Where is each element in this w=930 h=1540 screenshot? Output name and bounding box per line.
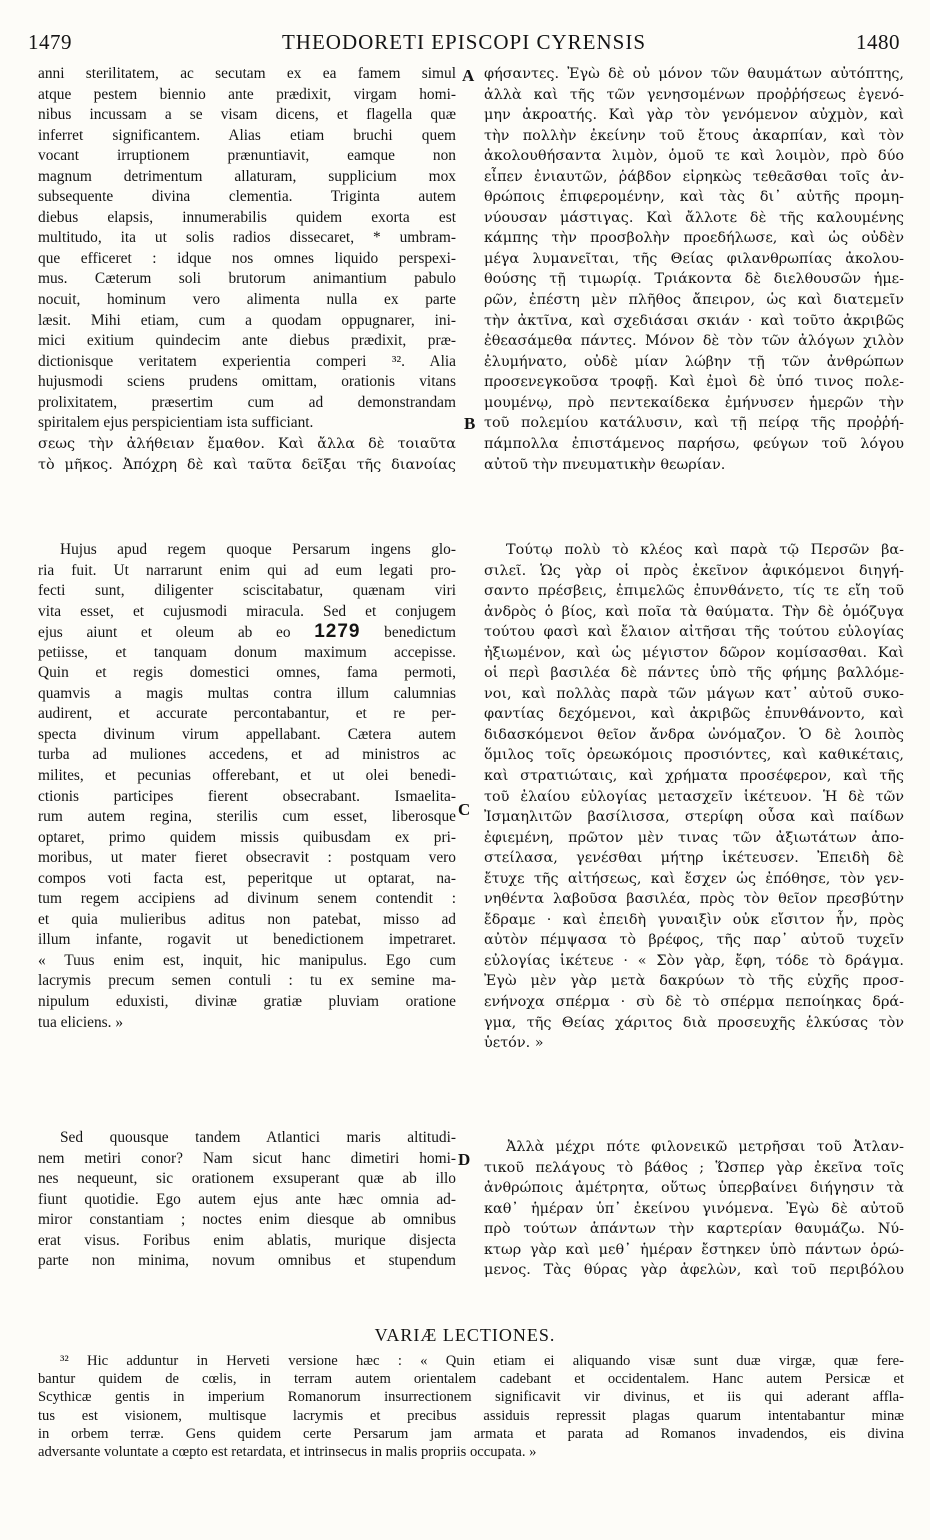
- section-marker-b: B: [464, 414, 476, 433]
- latin-line: hujusmodi sciens prudens omittam, orationis vitans: [38, 373, 456, 391]
- latin-line: milites, et pecunias offerebant, et ut olei benedi-: [38, 767, 456, 785]
- greek-line: τὴν πολλὴν ἐκείνην τοῦ ἔτους ἀκαρπίαν, καὶ τὸν: [484, 127, 904, 144]
- greek-line: ἠξιωμένον, καὶ ὡς μέγιστον δῶρον κομίσασθαι. Καὶ: [484, 644, 904, 661]
- latin-line: illum infante, rogavit ut benedictionem impetraret.: [38, 931, 456, 949]
- greek-span-left: [38, 434, 456, 475]
- latin-line: diebus elapsis, innumerabilis quidem exorta est: [38, 208, 456, 226]
- greek-line: τούτου φασὶ καὶ ἔλαιον αἰτῆσαι τῆς τούτου εὐλογίας: [484, 624, 904, 641]
- latin-line: ctionis participes fierent obsecrabant. Ismaelita-: [38, 787, 456, 805]
- latin-line: Hujus apud regem quoque Persarum ingens glo-: [60, 541, 456, 558]
- greek-span-right: [484, 434, 904, 475]
- greek-line: ἐλυμήνατο, οὐδὲ μίαν λώβην τῇ τῶν ἀνθρώπων: [484, 353, 904, 370]
- latin-line-text: benedictum: [384, 624, 456, 642]
- latin-line: anni sterilitatem, ac secutam ex ea famem simul: [38, 65, 456, 82]
- greek-line: θρώποις ἐπιφερομένην, καὶ τὰς δι᾽ αὐτῆς προμη-: [484, 189, 904, 206]
- latin-line: que efficeret : idque nos omnes liquido perspexi-: [38, 249, 456, 267]
- latin-line: fiunt quotidie. Ego autem ejus ante hæc omnia ad-: [38, 1190, 456, 1208]
- greek-line: σεως τὴν ἀλήθειαν ἔμαθον. Καὶ ἄλλα δὲ τοιαῦτα: [38, 436, 456, 452]
- greek-column-bottom: [484, 1137, 904, 1281]
- greek-line: γμα, τῆς Θείας χάριτος διὰ προσευχῆς ἑλκύσας τὸν: [484, 1014, 904, 1031]
- left-page-number: 1479: [28, 30, 72, 54]
- latin-line: multitudo, ita ut solis radios dissecaret, * umbram-: [38, 229, 456, 247]
- greek-line: ἀλλὰ καὶ τῆς τῶν γενησομένων προῤῥήσεως ἐγενό-: [484, 86, 904, 103]
- greek-line: τὸ μῆκος. Ἀπόχρη δὲ καὶ ταῦτα δεῖξαι τῆς διανοίας: [38, 456, 456, 473]
- latin-line: et quia mulieribus aditus non patebat, misso ad: [38, 910, 456, 928]
- greek-line: ἀνθρώποις ἀμέτρητα, οὕτως ὑπερβαίνει διήγησιν τὰ: [484, 1180, 904, 1197]
- greek-line: μενος. Τὰς θύρας γὰρ ἀφελὼν, καὶ τοῦ περιβόλου: [484, 1262, 904, 1279]
- latin-line: tum regem accipiens ad divinum senem contendit :: [38, 890, 456, 908]
- latin-column-top: [38, 64, 456, 434]
- greek-line: ὅμιλος τοῖς ὀρεωκόμοις προσιόντες, καὶ καθικέταις,: [484, 747, 904, 764]
- latin-line-with-column-number: [38, 622, 456, 643]
- greek-line: μουμένῳ, πρὸ πεντεκαίδεκα ἐμήνυσεν ἡμερῶν τὴν: [484, 394, 904, 411]
- greek-line: ἀκολουθήσαντα λιμὸν, ὁμοῦ τε καὶ λοιμὸν, πρὸ δύο: [484, 148, 904, 165]
- latin-line: nes nequeunt, sic orationem exsuperant quæ ab illo: [38, 1170, 456, 1188]
- greek-line: ἔδραμε · καὶ ἐπειδὴ γυναιξὶν οὐκ εἴσιτον ἦν, πρὸς: [484, 911, 904, 928]
- greek-line: οἱ περὶ βασιλέα δὲ πάντες ὑπὸ τῆς φήμης βαλλόμε-: [484, 665, 904, 682]
- latin-line: moribus, ut mater fieret obsecravit : postquam vero: [38, 849, 456, 867]
- greek-line: τοῦ ἐλαίου εὐλογίας μετασχεῖν ἱκέτευον. Ἡ δὲ τῶν: [484, 788, 904, 805]
- variae-lectiones-notes: [38, 1352, 904, 1461]
- note-line: tus est visionem, multisque lacrymis et precibus assiduis repressit plagas quarum intentabantur minæ: [38, 1407, 904, 1424]
- greek-line: αὐτὸν πέμψασα τὸ βρέφος, τῆς παρ᾽ αὐτοῦ τυχεῖν: [484, 932, 904, 949]
- section-marker-a: A: [462, 66, 475, 85]
- latin-line: specta divinum virum appellabant. Cætera autem: [38, 725, 456, 743]
- greek-column-top: [484, 64, 904, 434]
- variae-lectiones-heading: VARIÆ LECTIONES.: [374, 1325, 556, 1345]
- greek-line: ἔτυχε τῆς αἰτήσεως, καὶ ἔσχεν ὡς ἐπόθησε, τὸν γεν-: [484, 870, 904, 887]
- latin-line: rum autem regina, sterilis cum esset, liberosque: [38, 808, 456, 826]
- greek-line: κάμπης τὴν προσβολὴν προεδήλωσε, καὶ ὡς οὐδὲν: [484, 230, 904, 247]
- running-title: THEODORETI EPISCOPI CYRENSIS: [281, 30, 647, 54]
- greek-line: νοι, καὶ πολλὰς παρὰ τῶν μάγων κατ᾽ αὐτοῦ συκο-: [484, 685, 904, 702]
- latin-line: prolixitatem, præsertim cum ad demonstrandam: [38, 393, 456, 411]
- latin-line: nibus incussam a se visam dicens, et flagella quæ: [38, 106, 456, 124]
- greek-line: νύουσαν μάστιγας. Καὶ ἄλλοτε δὲ τῆς καλουμένης: [484, 209, 904, 226]
- greek-line: προσενεγκοῦσα τροφῇ. Καὶ ἐμοὶ δὲ ὑπό τινος πολε-: [484, 374, 904, 391]
- section-marker-d: D: [458, 1150, 471, 1169]
- latin-column-bottom: [38, 1128, 456, 1272]
- greek-line: Ἰσμαηλιτῶν βασίλισσα, στερίφη οὖσα καὶ παίδων: [484, 809, 904, 826]
- greek-line: τικοῦ πελάγους τὸ βάθος ; Ὥσπερ γὰρ ἐκεῖνα τοῖς: [484, 1159, 904, 1176]
- latin-line: atque pestem biennio ante prædixit, virgam homi-: [38, 85, 456, 103]
- greek-line: μέγα λυμανεῖται, τῆς Θείας φιλανθρωπίας ἀκολου-: [484, 250, 904, 267]
- greek-line: νηθέντα λαβοῦσα βασιλέα, πρὸς τὸν θεῖον πρεσβύτην: [484, 891, 904, 908]
- note-line: Scythicæ gentis in imperium Romanorum insurrectionem significavit vir divinus, et iis qui aderant affla-: [38, 1389, 904, 1406]
- latin-line: inferret significantem. Alias etiam bruchi quem: [38, 126, 456, 144]
- page-header: [28, 30, 900, 64]
- latin-line: dictionisque veritatem experientia comperi ³². Alia: [38, 352, 456, 370]
- greek-column-middle: [484, 540, 904, 1054]
- right-page-number: 1480: [856, 30, 900, 54]
- latin-line: nocuit, hominum vero alimenta nulla ex parte: [38, 291, 456, 309]
- greek-line: αὐτοῦ τὴν πνευματικὴν θεωρίαν.: [484, 456, 726, 473]
- latin-line: petiisse, et tanquam donum maximum accepisse.: [38, 643, 456, 661]
- greek-line: ἐφιεμένη, πρῶτον μὲν τινας τῶν ἀξιωτάτων ἀπο-: [484, 829, 904, 846]
- note-line: adversante voluntate a cœpto est retardata, et intrinsecus in malis propriis occupata. »: [38, 1443, 537, 1460]
- greek-line: τὴν ἀκτῖνα, καὶ σχεδιάσαι σκιάν · καὶ τοῦτο ἀκριβῶς: [484, 312, 904, 329]
- greek-line: πάμπολλα ἐπιστάμενος παρήσω, φεύγων τοῦ λόγου: [484, 436, 904, 452]
- greek-line: τοῦ πολεμίου κατάλυσιν, καὶ τῇ πείρᾳ τῆς προῤῥή-: [484, 415, 904, 432]
- greek-line: ἐθεασάμεθα πάντες. Μόνον δὲ τὸν τῶν ἀλόγων χιλὸν: [484, 333, 904, 350]
- latin-line: mici exitium quindecim ante diebus prædixit, præ-: [38, 332, 456, 350]
- note-line: ³² Hic adduntur in Herveti versione hæc : « Quin etiam ei aliquando visæ sunt duæ virgæ, quæ fere-: [60, 1353, 904, 1369]
- latin-line: subsequente divina clementia. Triginta autem: [38, 188, 456, 206]
- section-marker-c: C: [458, 800, 471, 819]
- greek-line: μην ἀκροατής. Καὶ γὰρ τὸν γενόμενον αὐχμὸν, καὶ: [484, 107, 904, 124]
- latin-line: compos voti facta est, peperitque ut optarat, na-: [38, 869, 456, 887]
- greek-line: διδασκόμενοι θεῖον ἄνδρα ὠνόμαζον. Ὁ δὲ λοιπὸς: [484, 726, 904, 743]
- latin-line: miror constantiam ; noctes enim diesque ab omnibus: [38, 1211, 456, 1229]
- greek-line: σαντο πρέσβεις, ἐπιμελῶς ἐπυνθάνετο, τίς τε εἴη τοῦ: [484, 583, 904, 600]
- greek-line: ρῶν, ἐπέστη μὲν πλῆθος ἄπειρον, ὡς καὶ διατεμεῖν: [484, 292, 904, 309]
- latin-line-text: ejus aiunt et oleum ab eo: [38, 624, 291, 642]
- greek-line: καθ᾽ ἡμέραν ὑπ᾽ ἐκείνου γινόμενα. Ἐγὼ δὲ αὐτοῦ: [484, 1200, 904, 1217]
- greek-line: ἀνδρὸς ὁ βίος, καὶ ποῖα τὰ θαύματα. Τὴν δὲ ὁμόζυγα: [484, 603, 904, 620]
- latin-line: spiritalem ejus perspicientiam ista sufficiant.: [38, 414, 314, 432]
- latin-line: mus. Cæterum soli brutorum animantium pabulo: [38, 270, 456, 288]
- latin-line: optaret, primo quidem missis quibusdam ex pri-: [38, 828, 456, 846]
- latin-line: fecti sunt, diligenter sciscitabatur, quænam viri: [38, 582, 456, 600]
- greek-line: θούσης τῇ τιμωρίᾳ. Τριάκοντα δὲ διελθουσῶν ἡμε-: [484, 271, 904, 288]
- greek-line: πρὸ τούτων ἁπάντων τὴν καρτερίαν θαυμάζω. Νύ-: [484, 1221, 904, 1238]
- greek-line: στείλασα, γενέσθαι μήτηρ ἱκέτευσεν. Ἐπειδὴ δὲ: [484, 850, 904, 867]
- latin-line: nem metiri conor? Nam sicut hanc dimetiri homi-: [38, 1149, 456, 1167]
- greek-line: Ἐγὼ μὲν γὰρ μετὰ δακρύων τὸ τῆς εὐχῆς προσ-: [484, 973, 904, 990]
- latin-line: ria fuit. Ut narrarunt enim qui ad eum legati pro-: [38, 561, 456, 579]
- greek-line: εὐλογίας ἱκέτευε · « Σὸν γὰρ, ἔφη, τόδε τὸ δράγμα.: [484, 952, 904, 969]
- greek-line: καὶ στρατιώταις, καὶ χρήματα προσέφερον, καὶ τῆς: [484, 768, 904, 785]
- greek-line: φήσαντες. Ἐγὼ δὲ οὐ μόνον τῶν θαυμάτων αὐτόπτης,: [484, 66, 904, 82]
- latin-line: magnum detrimentum allaturam, supplicium mox: [38, 167, 456, 185]
- latin-line: turba ad muliones accedens, et ad ministros ac: [38, 746, 456, 764]
- latin-line: lacrymis precum semen contuli : tu ex semine ma-: [38, 972, 456, 990]
- latin-line: tua eliciens. »: [38, 1013, 124, 1031]
- latin-line: Quin et regis domestici omnes, fama permoti,: [38, 664, 456, 682]
- greek-line: φαντίας δεχόμενοι, καὶ ἀκριβῶς ἐπυνθάνοντο, καὶ: [484, 706, 904, 723]
- latin-line: quamvis a magis multas contra illum calumnias: [38, 684, 456, 702]
- column-number: 1279: [314, 622, 361, 643]
- note-line: in orbem terræ. Gens quidem certe Persarum jam armata et parata ad Romanos invadendos, eis divina: [38, 1425, 904, 1442]
- latin-line: Sed quousque tandem Atlantici maris altitudi-: [60, 1129, 456, 1146]
- greek-line: ὑετόν. »: [484, 1035, 544, 1052]
- latin-line: vita esset, et cujusmodi miracula. Sed et conjugem: [38, 602, 456, 620]
- latin-line: audirent, et accurate percontabantur, et re per-: [38, 705, 456, 723]
- latin-column-middle: [38, 540, 456, 1033]
- greek-line: ενήνοχα σπέρμα · σὺ δὲ τὸ σπέρμα πεποίηκας δρά-: [484, 994, 904, 1011]
- latin-line: læsit. Mihi etiam, cum a quodam oppugnarer, ini-: [38, 311, 456, 329]
- greek-line: σιλεῖ. Ὡς γὰρ οἱ πρὸς ἐκεῖνον ἀφικόμενοι διηγή-: [484, 562, 904, 579]
- greek-line: εἶπεν ἐνιαυτῶν, ῥάβδον εἰρηκὼς τεθεᾶσθαι τοῖς ἀν-: [484, 168, 904, 185]
- latin-line: nipulum eduxisti, divinæ gratiæ pluviam oratione: [38, 993, 456, 1011]
- latin-line: erat visus. Foribus enim ablatis, murique disjecta: [38, 1231, 456, 1249]
- greek-line: κτωρ γὰρ καὶ μεθ᾽ ἡμέραν ἔστηκεν ὑπὸ πάντων ὁρώ-: [484, 1241, 904, 1258]
- latin-line: vocant irruptionem prænuntiavit, eamque non: [38, 147, 456, 165]
- greek-line: Ἀλλὰ μέχρι πότε φιλονεικῶ μετρῆσαι τοῦ Ἀτλαν-: [506, 1139, 904, 1155]
- latin-line: parte non minima, novum omnibus et stupendum: [38, 1252, 456, 1270]
- greek-line: Τούτῳ πολὺ τὸ κλέος καὶ παρὰ τῷ Περσῶν βα-: [506, 542, 904, 558]
- note-line: bantur quidem de cœlis, in terram autem orientalem cadebant et occidentalem. Hanc autem Persicæ et: [38, 1371, 904, 1388]
- latin-line: « Tuus enim est, inquit, hic manipulus. Ego cum: [38, 951, 456, 969]
